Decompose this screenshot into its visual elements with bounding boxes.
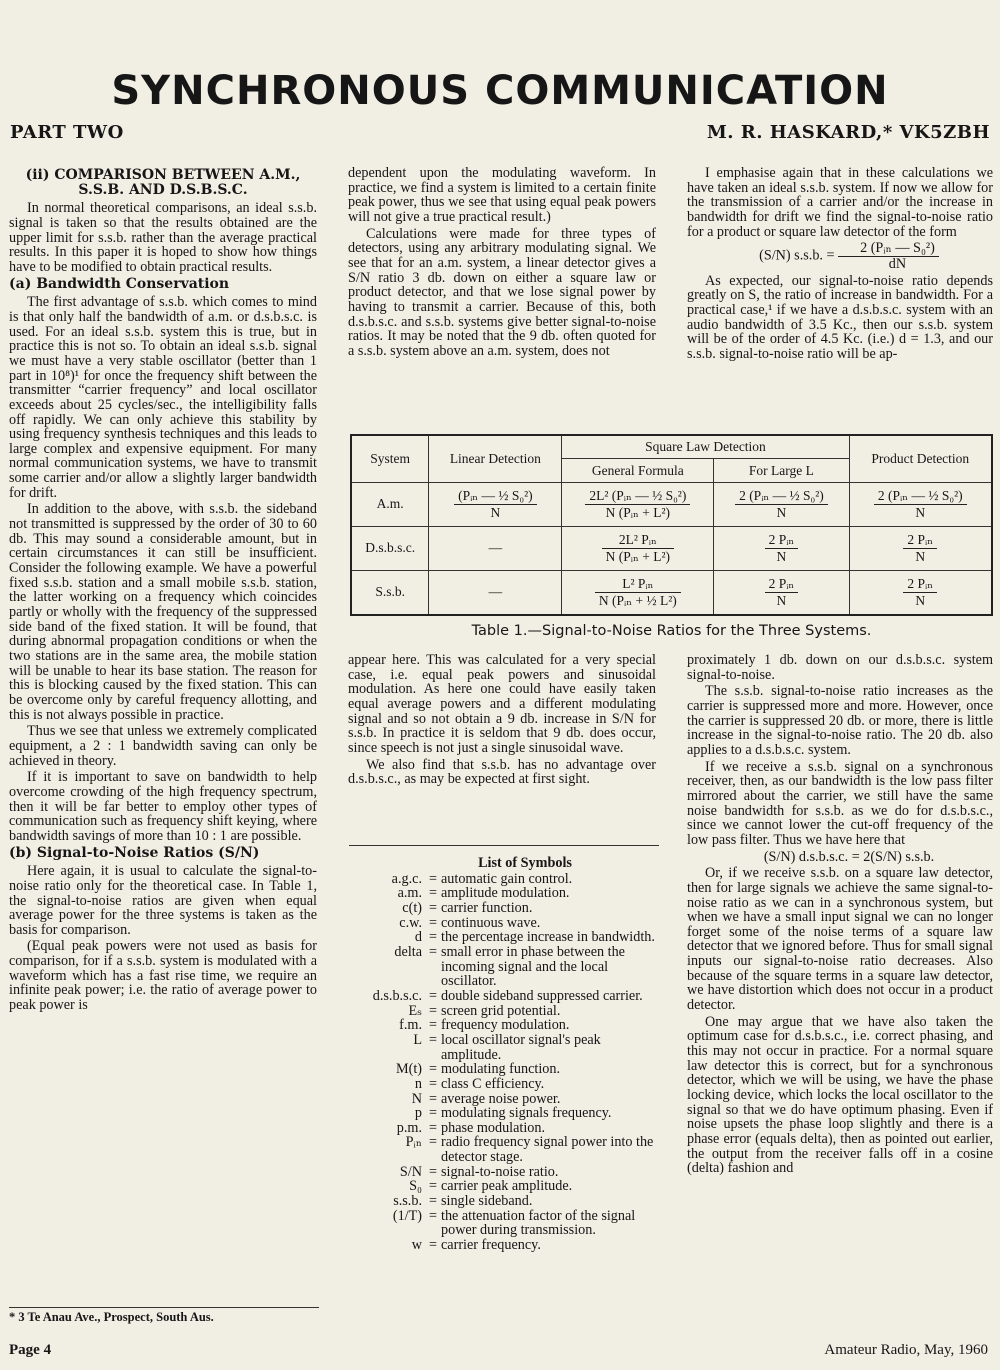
- table-row: [351, 570, 992, 615]
- cell-large: [714, 482, 849, 526]
- cell-general: [562, 526, 714, 570]
- equals-sign: =: [428, 1031, 437, 1048]
- paragraph: Calculations were made for three types of detectors, using any arbitrary modulating signal. We see that for an a.m. system, a linear detector gives a S/N ratio 3 db. down on either a square law or product detector, and that we lose signal power by having to transmit a carrier. Because of this, both d.s.b.s.c. and s.s.b. systems give better signal-to-noise ratios. It may be noted that the 9 db. often quoted for a s.s.b. system above an a.m. system, does not: [348, 225, 656, 359]
- symbol-row: [350, 1062, 660, 1077]
- symbol-row: [350, 989, 660, 1004]
- symbol-key: s.s.b.: [393, 1193, 422, 1210]
- symbol-row: [350, 1238, 660, 1253]
- symbol-definition: continuous wave.: [441, 914, 541, 931]
- equals-sign: =: [428, 987, 437, 1004]
- symbol-key: M(t): [395, 1061, 422, 1078]
- symbol-row: [350, 1106, 660, 1121]
- symbol-row: [350, 1179, 660, 1194]
- paragraph: The s.s.b. signal-to-noise ratio increases as the carrier is suppressed more and more. However, once the carrier is suppressed 20 db. or more, there is little increase in the signal-to-noise ratio. The 20 db. also applies to a d.s.b.s.c. system.: [687, 683, 993, 758]
- cell-product: [849, 482, 992, 526]
- footnote: * 3 Te Anau Ave., Prospect, South Aus.: [9, 1307, 319, 1325]
- equals-sign: =: [428, 1105, 437, 1122]
- symbol-key: n: [414, 1075, 422, 1092]
- symbol-key: p.m.: [396, 1119, 422, 1136]
- paragraph: In normal theoretical comparisons, an ideal s.s.b. signal is taken so that the results obtained are the upper limit for s.s.b. rather than the average practical results. In this paper it is hoped to show how things have to be modified to obtain practical results.: [9, 200, 317, 275]
- equals-sign: =: [428, 1193, 437, 1210]
- header-square: Square Law Detection: [562, 435, 849, 459]
- section-heading-snr: (b) Signal-to-Noise Ratios (S/N): [9, 844, 260, 861]
- cell-general: [562, 482, 714, 526]
- symbol-definition: the percentage increase in bandwidth.: [441, 929, 655, 946]
- symbol-key: Eₛ: [408, 1002, 422, 1019]
- denominator: N (Pᵢₙ + L²): [605, 548, 671, 564]
- symbol-definition: carrier function.: [441, 899, 533, 916]
- column-2-bottom: [348, 653, 656, 789]
- symbol-key: d: [414, 929, 422, 946]
- header-linear: Linear Detection: [429, 435, 562, 482]
- symbol-key: w: [411, 1237, 422, 1254]
- cell-linear: [429, 482, 562, 526]
- symbol-row: [350, 1018, 660, 1033]
- symbol-key: a.g.c.: [391, 870, 422, 887]
- equals-sign: =: [428, 914, 437, 931]
- symbol-row: [350, 901, 660, 916]
- cell-linear: —: [429, 526, 562, 570]
- cell-system: A.m.: [351, 482, 429, 526]
- symbol-row: [350, 1209, 660, 1238]
- symbol-definition: modulating signals frequency.: [441, 1105, 612, 1122]
- denominator: N: [776, 592, 787, 608]
- paragraph: proximately 1 db. down on our d.s.b.s.c. system signal-to-noise.: [687, 652, 993, 683]
- paragraph: If we receive a s.s.b. signal on a synchronous receiver, then, as our bandwidth is the low pass filter mirrored about the carrier, we still have the same noise bandwidth for s.s.b. as we do for d.s.b.s.c., since we cannot lower the cut-off frequency of the low pass filter. Thus we have here that: [687, 758, 993, 848]
- equals-sign: =: [428, 1061, 437, 1078]
- symbol-key: f.m.: [399, 1017, 422, 1034]
- symbol-row: [350, 1135, 660, 1164]
- paragraph: (Equal peak powers were not used as basis for comparison, for if a s.s.b. system is modulated with a waveform which has a fast rise time, we require an infinite peak power; i.e. the ratio of average power to peak power is: [9, 938, 317, 1014]
- formula-lhs: (S/N) s.s.b. =: [759, 247, 835, 264]
- equals-sign: =: [428, 929, 437, 946]
- heading-line-2: S.S.B. AND D.S.B.S.C.: [78, 181, 248, 198]
- column-3-top: [687, 166, 993, 364]
- cell-linear: —: [429, 570, 562, 615]
- symbol-definition: radio frequency signal power into the detector stage.: [441, 1134, 654, 1166]
- symbol-row: [350, 930, 660, 945]
- header-system: System: [351, 435, 429, 482]
- numerator: 2 Pᵢₙ: [765, 576, 799, 593]
- magazine-issue: Amateur Radio, May, 1960: [824, 1342, 988, 1358]
- denominator: N: [490, 504, 501, 520]
- symbol-key: L: [413, 1031, 422, 1048]
- denominator: N: [915, 548, 926, 564]
- symbol-row: [350, 916, 660, 931]
- equals-sign: =: [428, 1134, 437, 1151]
- section-heading-bandwidth: (a) Bandwidth Conservation: [9, 275, 230, 292]
- symbol-row: [350, 886, 660, 901]
- numerator: 2 (Pᵢₙ — ½ S₀²): [735, 488, 828, 505]
- symbol-row: [350, 1004, 660, 1019]
- paragraph: As expected, our signal-to-noise ratio depends greatly on S, the ratio of increase in bandwidth. For a practical case,¹ if we have a d.s.b.s.c. system with an audio bandwidth of 3.5 Kc., then our s.s.b. system will be of the order of 4.5 Kc. (i.e.) d = 1.3, and our s.s.b. signal-to-noise ratio will be ap-: [687, 272, 993, 362]
- symbol-row: [350, 1033, 660, 1062]
- symbol-key: S/N: [399, 1163, 422, 1180]
- paragraph: If it is important to save on bandwidth to help overcome crowding of the high frequency spectrum, then it will be far better to employ other types of communication such as frequency shift keying, where bandwidth savings of more than 10 : 1 are possible.: [9, 769, 317, 844]
- symbol-definition: class C efficiency.: [441, 1075, 545, 1092]
- cell-system: S.s.b.: [351, 570, 429, 615]
- formula-dsbsc: (S/N) d.s.b.s.c. = 2(S/N) s.s.b.: [763, 848, 935, 865]
- numerator: 2 Pᵢₙ: [903, 532, 937, 549]
- symbol-definition: frequency modulation.: [441, 1017, 570, 1034]
- symbol-row: [350, 872, 660, 887]
- paragraph: Here again, it is usual to calculate the signal-to-noise ratio only for the theoretical case. In Table 1, the signal-to-noise ratios are given when equal average power for the three systems is taken as the basis for comparison.: [9, 863, 317, 938]
- symbol-definition: small error in phase between the incoming signal and the local oscillator.: [441, 943, 625, 990]
- formula-numerator: 2 (Pᵢₙ — S₀²): [838, 241, 939, 257]
- symbol-key: N: [411, 1090, 422, 1107]
- paragraph: Thus we see that unless we extremely complicated equipment, a 2 : 1 bandwidth saving can only be achieved in theory.: [9, 723, 317, 769]
- formula-denominator: dN: [888, 255, 907, 272]
- heading-line-1: (ii) COMPARISON BETWEEN A.M.,: [25, 167, 301, 183]
- equals-sign: =: [428, 1075, 437, 1092]
- numerator: 2L² Pᵢₙ: [602, 532, 674, 549]
- numerator: 2 (Pᵢₙ — ½ S₀²): [874, 488, 967, 505]
- symbol-definition: carrier peak amplitude.: [441, 1178, 573, 1195]
- snr-table: [350, 434, 993, 616]
- symbol-definition: signal-to-noise ratio.: [441, 1163, 559, 1180]
- numerator: (Pᵢₙ — ½ S₀²): [454, 488, 537, 505]
- symbol-definition: average noise power.: [441, 1090, 561, 1107]
- symbol-row: [350, 1165, 660, 1180]
- equals-sign: =: [428, 1017, 437, 1034]
- column-1: [9, 166, 317, 1015]
- symbol-key: c(t): [402, 899, 422, 916]
- cell-general: [562, 570, 714, 615]
- symbol-key: d.s.b.s.c.: [372, 987, 422, 1004]
- cell-system: D.s.b.s.c.: [351, 526, 429, 570]
- equals-sign: =: [428, 943, 437, 960]
- symbol-row: [350, 945, 660, 989]
- symbol-key: delta: [394, 943, 422, 960]
- numerator: 2 Pᵢₙ: [903, 576, 937, 593]
- symbol-row: [350, 1092, 660, 1107]
- cell-large: [714, 526, 849, 570]
- paragraph: The first advantage of s.s.b. which comes to mind is that only half the bandwidth of a.m. or d.s.b.s.c. is used. For an ideal s.s.b. system this is true, but in practice this is not so. To obtain an ideal s.s.b. signal we must have a very stable oscillator (better than 1 part in 10⁸)¹ for once the frequency shift between the transmitter “carrier frequency” and local oscillator exceeds about 25 cycles/sec., the intelligibility falls off rapidly. We can only achieve this stability by using frequency synthesis techniques and this leads to large complex and expensive equipment. For many normal communication systems, we have to transmit some carrier and/or allow a slightly larger bandwidth for drift.: [9, 294, 317, 501]
- symbol-definition: phase modulation.: [441, 1119, 546, 1136]
- cell-product: [849, 526, 992, 570]
- denominator: N: [915, 504, 926, 520]
- denominator: N: [776, 504, 787, 520]
- symbol-definition: screen grid potential.: [441, 1002, 561, 1019]
- symbol-definition: carrier frequency.: [441, 1237, 541, 1254]
- symbol-key: a.m.: [397, 885, 422, 902]
- paragraph: We also find that s.s.b. has no advantage over d.s.b.s.c., as may be expected at first sight.: [348, 756, 656, 788]
- numerator: 2L² (Pᵢₙ — ½ S₀²): [585, 488, 690, 505]
- author-byline: M. R. HASKARD,* VK5ZBH: [706, 122, 990, 143]
- paragraph: One may argue that we have also taken the optimum case for d.s.b.s.c., i.e. correct phasing, and this may not occur in practice. For a normal square law detector this is correct, but for a synchronous detector, which we will be using, we have the phase locking device, which locks the local oscillator to the signal so that we do have optimum phasing. Even if noise upsets the phase loop slightly and there is a phase error (equals delta), then as pointed out earlier, the output from the receiver falls off in a cosine (delta) fashion and: [687, 1013, 993, 1177]
- symbol-definition: double sideband suppressed carrier.: [441, 987, 643, 1004]
- symbol-key: (1/T): [392, 1207, 422, 1224]
- paragraph: Or, if we receive s.s.b. on a square law detector, then for large signals we achieve the same signal-to-noise ratio as we can in a synchronous system, but when we have a small input signal we can no longer forget some of the noise terms of a square law detector that we ignored before. Thus for small signal inputs our signal-to-noise ratio decreases. Also because of the square terms in a square law detector, we have distortion which does not occur in a product detector.: [687, 865, 993, 1014]
- symbol-definition: modulating function.: [441, 1061, 561, 1078]
- symbol-definition: local oscillator signal's peak amplitude.: [441, 1031, 601, 1063]
- symbol-key: p: [414, 1105, 422, 1122]
- symbol-definition: amplitude modulation.: [441, 885, 570, 902]
- equals-sign: =: [428, 1119, 437, 1136]
- cell-product: [849, 570, 992, 615]
- equals-sign: =: [428, 1090, 437, 1107]
- section-heading-comparison: [9, 168, 317, 197]
- equals-sign: =: [428, 1237, 437, 1254]
- part-label: PART TWO: [10, 122, 124, 143]
- formula-fraction: [838, 241, 939, 271]
- table-caption: Table 1.—Signal-to-Noise Ratios for the Three Systems.: [471, 623, 872, 639]
- header-general: General Formula: [562, 459, 714, 482]
- equals-sign: =: [428, 1207, 437, 1224]
- paragraph: appear here. This was calculated for a very special case, i.e. equal peak powers and sinusoidal modulation. As here one could have easily taken equal average powers and a different modulating signal and so not obtain a 9 db. increase in S/N for s.s.b. In practice it is seldom that 9 db. does occur, since speech is not just a single sinusoidal wave.: [348, 652, 656, 756]
- symbol-key: S₀: [409, 1178, 422, 1195]
- denominator: N: [776, 548, 787, 564]
- symbols-table: [350, 872, 660, 1253]
- numerator: L² Pᵢₙ: [595, 576, 681, 593]
- denominator: N (Pᵢₙ + L²): [605, 504, 670, 520]
- symbol-key: c.w.: [399, 914, 422, 931]
- symbols-heading: List of Symbols: [478, 855, 572, 871]
- divider: [349, 845, 659, 846]
- equals-sign: =: [428, 885, 437, 902]
- header-product: Product Detection: [849, 435, 992, 482]
- numerator: 2 Pᵢₙ: [765, 532, 799, 549]
- symbol-definition: automatic gain control.: [441, 870, 573, 887]
- table-row: [351, 526, 992, 570]
- symbol-key: Pᵢₙ: [405, 1134, 422, 1151]
- equals-sign: =: [428, 870, 437, 887]
- symbol-definition: single sideband.: [441, 1193, 533, 1210]
- symbol-definition: the attenuation factor of the signal power during transmission.: [441, 1207, 636, 1239]
- symbol-row: [350, 1077, 660, 1092]
- paragraph: dependent upon the modulating waveform. In practice, we find a system is limited to a certain finite peak power, thus we see that using equal peak powers will not give a true practical result.): [348, 165, 656, 225]
- symbols-list: [350, 856, 660, 1253]
- equals-sign: =: [428, 1163, 437, 1180]
- denominator: N: [915, 592, 926, 608]
- formula-ssb: [687, 241, 993, 271]
- equals-sign: =: [428, 899, 437, 916]
- cell-large: [714, 570, 849, 615]
- equals-sign: =: [428, 1002, 437, 1019]
- column-2-top: [348, 166, 656, 361]
- article-title: SYNCHRONOUS COMMUNICATION: [111, 68, 889, 114]
- paragraph: I emphasise again that in these calculations we have taken an ideal s.s.b. system. If now we allow for the transmission of a carrier and/or the increase in bandwidth for drift we find the signal-to-noise ratio for a product or square law detector of the form: [687, 165, 993, 240]
- column-3-bottom: [687, 653, 993, 1178]
- page-number: Page 4: [9, 1342, 52, 1358]
- paragraph: In addition to the above, with s.s.b. the sideband not transmitted is suppressed by the order of 30 to 60 db. This may sound a considerable amount, but in certain circumstances it can still be insufficient. Consider the following example. We have a powerful fixed s.s.b. station and a small mobile s.s.b. station, the latter working on a frequency which coincides partly or wholly with the frequency of the suppressed side band of the fixed station. It will be found, that during abnormal propagation conditions or when the two stations are in the same area, the mobile station will be unable to hear its base station. The reason for this is blocking caused by the fixed station. This can be overcome only by careful frequency allotting, and this is not always possible in practice.: [9, 501, 317, 723]
- symbol-row: [350, 1121, 660, 1136]
- equals-sign: =: [428, 1178, 437, 1195]
- symbol-row: [350, 1194, 660, 1209]
- denominator: N (Pᵢₙ + ½ L²): [598, 592, 677, 608]
- table-row: [351, 482, 992, 526]
- header-large: For Large L: [714, 459, 849, 482]
